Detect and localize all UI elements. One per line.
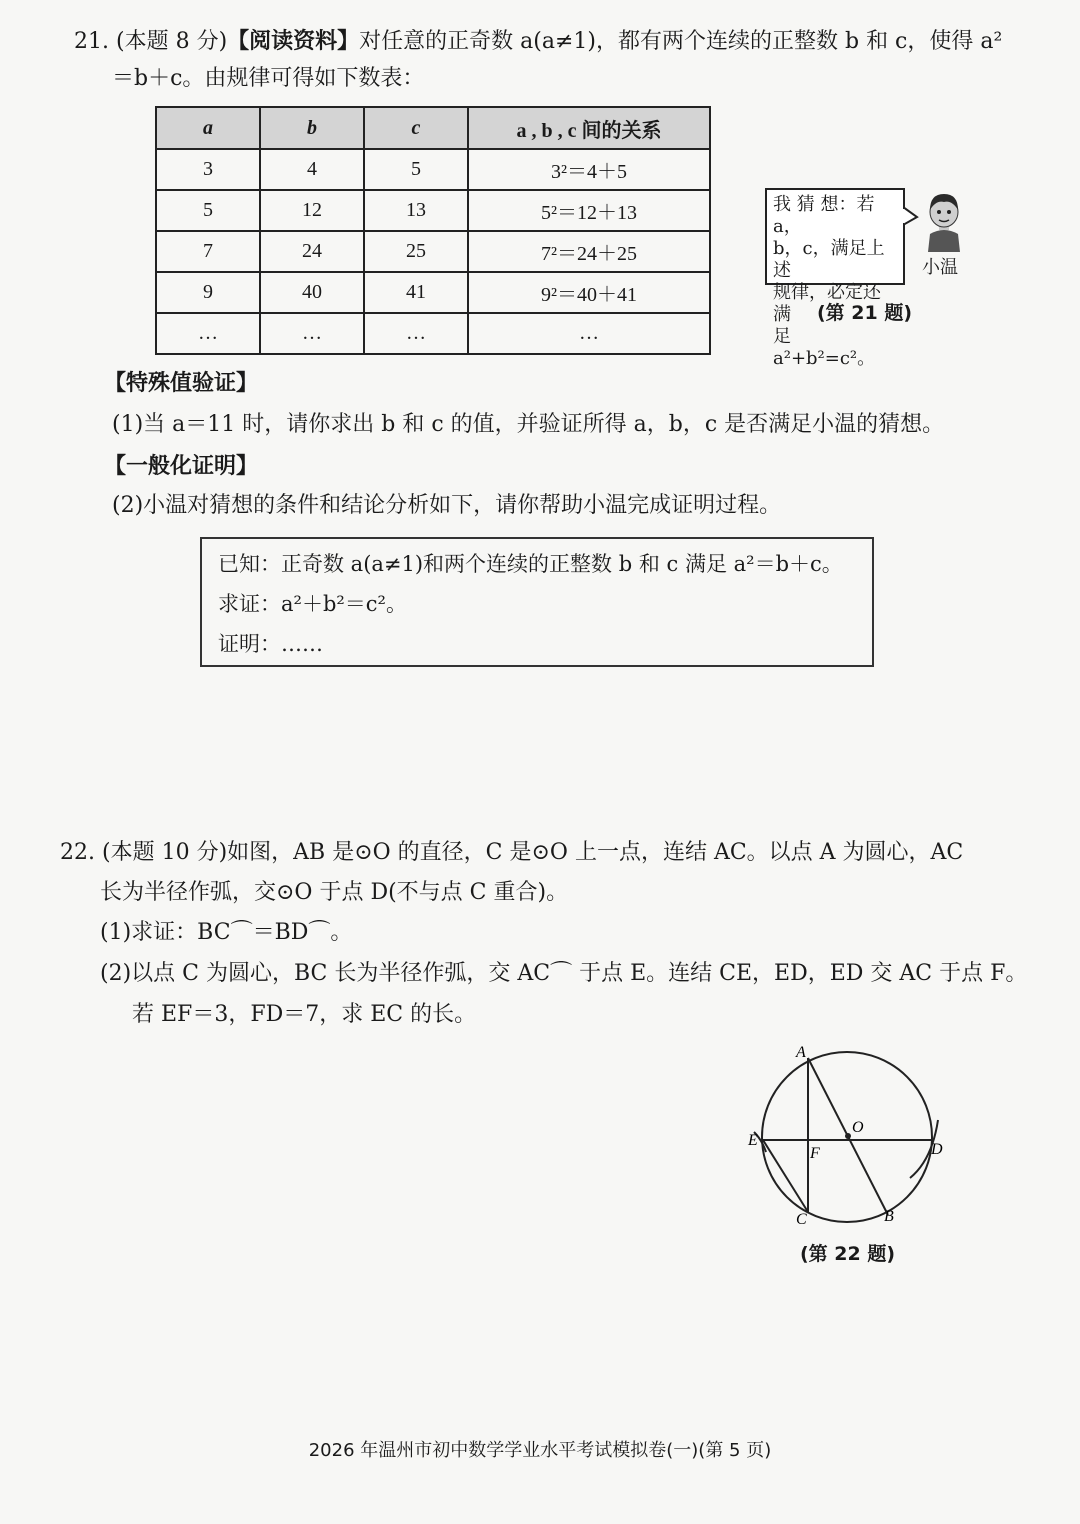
q22-number: 22. [60,840,95,865]
table-header-row [156,107,710,149]
table-header-c: c [364,107,468,149]
q21-number: 21. [74,29,109,54]
q21-score: (本题 8 分) [116,29,228,54]
table-cell: … [468,313,710,354]
table-cell: 5 [156,190,260,231]
table-header-b: b [260,107,364,149]
q21-section1-title: 【特殊值验证】 [104,370,259,396]
q22-part1: (1)求证：BC⌒＝BD⌒。 [100,920,353,945]
proof-start: 证明：…… [218,632,323,656]
table-row [156,149,710,190]
q22-part2-line2: 若 EF＝3，FD＝7，求 EC 的长。 [132,1002,477,1027]
table-cell: 25 [364,231,468,272]
table-cell: 9 [156,272,260,313]
table-header-a: a [156,107,260,149]
label-o: O [852,1119,864,1136]
bubble-tail-icon [903,205,919,229]
proof-to-prove: 求证：a²＋b²＝c²。 [218,592,407,616]
table-row [156,313,710,354]
label-a: A [796,1044,806,1061]
table-header-relation: a , b , c 间的关系 [468,107,710,149]
table-cell: 41 [364,272,468,313]
table-row [156,272,710,313]
table-row [156,231,710,272]
chord-ce [763,1140,808,1212]
proof-box [200,537,874,667]
q21-table [155,106,711,355]
q22-score: (本题 10 分) [102,840,228,865]
table-cell: 12 [260,190,364,231]
boy-avatar-icon [922,190,966,252]
table-cell: … [364,313,468,354]
table-cell: 5 [364,149,468,190]
label-c: C [796,1211,807,1228]
table-cell: 3²＝4＋5 [468,149,710,190]
q22-figure-caption: (第 22 题) [800,1243,896,1265]
speech-bubble: 我 猜 想：若 a， b，c，满足上述 规律，必定还满 足 a²+b²=c²。 [765,188,905,285]
character-name: 小温 [922,257,958,278]
q22-line2: 长为半径作弧，交⊙O 于点 D(不与点 C 重合)。 [100,880,569,905]
q21-part1: (1)当 a＝11 时，请你求出 b 和 c 的值，并验证所得 a，b，c 是否满足小温的猜想。 [112,412,945,437]
table-cell: 9²＝40＋41 [468,272,710,313]
circle-geometry-figure [740,1040,960,1230]
q21-line1-text: 对任意的正奇数 a(a≠1)，都有两个连续的正整数 b 和 c，使得 a² [359,29,1003,54]
table-cell: … [156,313,260,354]
q21-line1 [74,26,1002,57]
table-cell: 40 [260,272,364,313]
page-footer: 2026 年温州市初中数学学业水平考试模拟卷(一)(第 5 页) [308,1440,772,1461]
q22-line1-text: 如图，AB 是⊙O 的直径，C 是⊙O 上一点，连结 AC。以点 A 为圆心，AC [227,840,964,865]
label-e: E [748,1132,758,1149]
q21-section2-title: 【一般化证明】 [104,453,259,479]
q21-part2: (2)小温对猜想的条件和结论分析如下，请你帮助小温完成证明过程。 [112,493,782,518]
table-cell: 4 [260,149,364,190]
table-cell: 3 [156,149,260,190]
table-cell: 24 [260,231,364,272]
table-cell: … [260,313,364,354]
table-cell: 7²＝24＋25 [468,231,710,272]
label-d: D [931,1141,943,1158]
table-cell: 13 [364,190,468,231]
proof-given: 已知：正奇数 a(a≠1)和两个连续的正整数 b 和 c 满足 a²＝b＋c。 [218,552,843,576]
q22-part2-line1: (2)以点 C 为圆心，BC 长为半径作弧，交 AC⌒ 于点 E。连结 CE，ED，ED 交 AC 于点 F。 [100,961,1028,986]
label-f: F [810,1145,820,1162]
table-cell: 5²＝12＋13 [468,190,710,231]
label-b: B [884,1208,894,1225]
table-cell: 7 [156,231,260,272]
center-point-o [845,1133,851,1139]
q21-figure-caption: (第 21 题) [817,302,913,324]
q21-line2: ＝b＋c。由规律可得如下数表： [112,66,425,91]
q22-line1 [60,838,963,868]
q21-tag: 【阅读资料】 [227,28,360,54]
table-row [156,190,710,231]
